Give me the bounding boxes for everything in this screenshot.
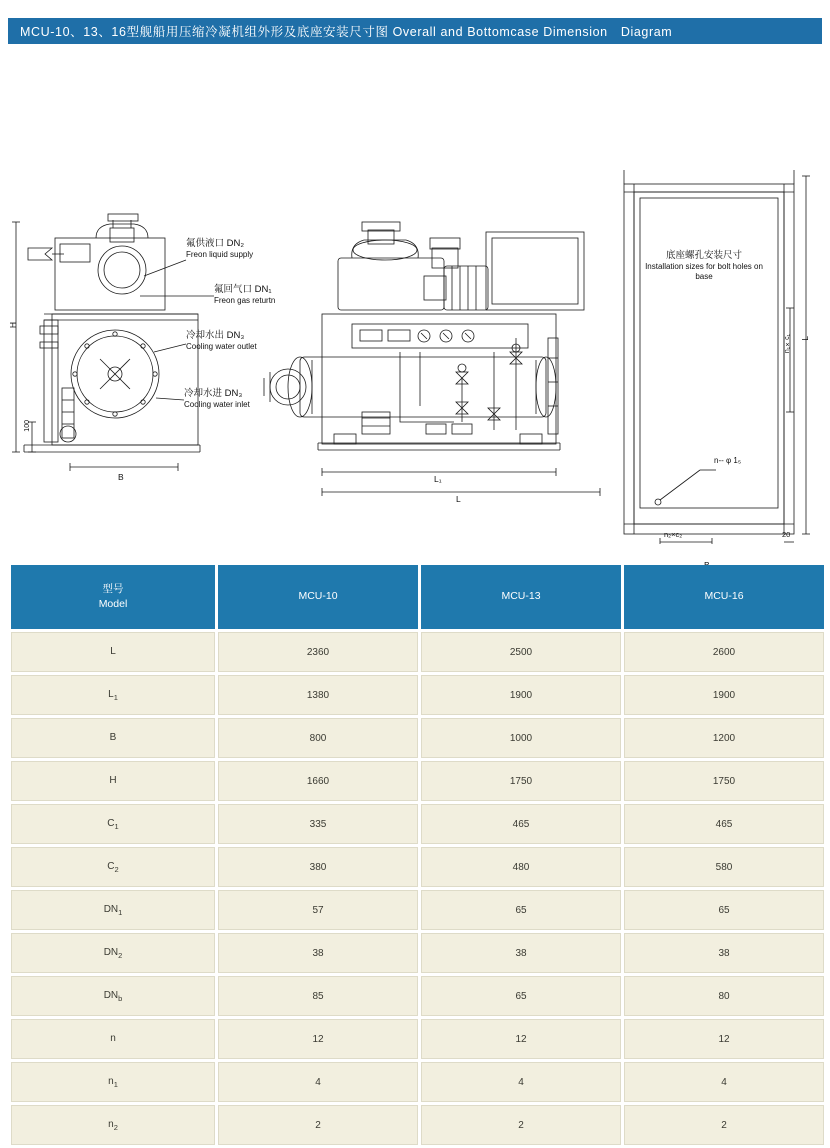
- annotation-cn: 氟回气口 DN₁: [214, 284, 272, 295]
- row-label: $DN_1$: [11, 890, 215, 930]
- cell-mcu-13: 12: [421, 1019, 621, 1059]
- page-title: MCU-10、13、16型舰船用压缩冷凝机组外形及底座安装尺寸图 Overall and Bottomcase Dimension Diagram: [20, 25, 673, 39]
- dimension-label-100: 100: [24, 420, 31, 432]
- annotation-en: Cooling water outlet: [186, 341, 257, 351]
- cell-mcu-16: 38: [624, 933, 824, 973]
- cell-mcu-13: 4: [421, 1062, 621, 1102]
- cell-mcu-10: 2: [218, 1105, 418, 1145]
- dimension-label-l1-main: L₁: [434, 474, 442, 484]
- cell-mcu-16: 65: [624, 890, 824, 930]
- cell-mcu-16: 1750: [624, 761, 824, 801]
- cell-mcu-10: 2360: [218, 632, 418, 672]
- table-row: [11, 933, 824, 973]
- table-row: [11, 1105, 824, 1145]
- cell-mcu-13: 38: [421, 933, 621, 973]
- annotation-cooling-water-outlet: [186, 330, 257, 352]
- column-header-model-cn: 型号: [102, 582, 124, 595]
- annotation-cn: 冷却水出 DN₃: [186, 330, 245, 341]
- dimension-label-n1c1: n₁×c₁: [784, 334, 791, 354]
- cell-mcu-10: 4: [218, 1062, 418, 1102]
- specification-table-container: [8, 562, 822, 1148]
- cell-mcu-16: 4: [624, 1062, 824, 1102]
- cell-mcu-13: 65: [421, 976, 621, 1016]
- annotation-freon-liquid-supply: [186, 238, 253, 260]
- table-row: [11, 675, 824, 715]
- row-label: $n_1$: [11, 1062, 215, 1102]
- cell-mcu-10: 800: [218, 718, 418, 758]
- row-label: $DN_2$: [11, 933, 215, 973]
- cell-mcu-16: 2: [624, 1105, 824, 1145]
- dimension-label-20: 20: [782, 530, 791, 539]
- table-row: [11, 976, 824, 1016]
- row-label: L: [11, 632, 215, 672]
- annotation-freon-gas-return: [214, 284, 275, 306]
- technical-drawing: [0, 52, 830, 544]
- column-header-model: [11, 565, 215, 629]
- cell-mcu-16: 580: [624, 847, 824, 887]
- table-row: [11, 632, 824, 672]
- cell-mcu-13: 65: [421, 890, 621, 930]
- annotation-base-bolt-holes: [636, 250, 772, 282]
- annotation-en: Freon liquid supply: [186, 249, 254, 259]
- table-body: [11, 632, 824, 1145]
- cell-mcu-13: 2500: [421, 632, 621, 672]
- dimension-label-b-left: B: [118, 472, 124, 482]
- annotation-cn: 冷却水进 DN₃: [184, 388, 243, 399]
- hole-callout-label: n-- φ 1₅: [714, 456, 742, 465]
- annotation-cn: 底座螺孔安装尺寸: [665, 250, 742, 261]
- cell-mcu-10: 12: [218, 1019, 418, 1059]
- cell-mcu-13: 465: [421, 804, 621, 844]
- table-row: [11, 847, 824, 887]
- dimension-label-l-main: L: [456, 494, 461, 504]
- annotation-en: Installation sizes for bolt holes on base: [645, 261, 763, 281]
- row-label: $L_1$: [11, 675, 215, 715]
- annotation-cooling-water-inlet: [184, 388, 250, 410]
- row-label: $DN_b$: [11, 976, 215, 1016]
- table-row: [11, 1062, 824, 1102]
- cell-mcu-10: 1380: [218, 675, 418, 715]
- row-label: n: [11, 1019, 215, 1059]
- dimension-label-l-right: L: [800, 336, 810, 341]
- cell-mcu-10: 1660: [218, 761, 418, 801]
- cell-mcu-10: 38: [218, 933, 418, 973]
- table-row: [11, 804, 824, 844]
- row-label: $C_1$: [11, 804, 215, 844]
- row-label: H: [11, 761, 215, 801]
- cell-mcu-10: 57: [218, 890, 418, 930]
- cell-mcu-16: 80: [624, 976, 824, 1016]
- cell-mcu-13: 1750: [421, 761, 621, 801]
- cell-mcu-16: 1900: [624, 675, 824, 715]
- cell-mcu-13: 480: [421, 847, 621, 887]
- row-label: $C_2$: [11, 847, 215, 887]
- annotation-cn: 氟供液口 DN₂: [186, 238, 245, 249]
- cell-mcu-16: 1200: [624, 718, 824, 758]
- table-row: [11, 1019, 824, 1059]
- annotation-en: Freon gas returtn: [214, 295, 276, 305]
- table-header-row: [11, 565, 824, 629]
- drawing-svg: [0, 52, 830, 544]
- column-header-mcu-16: MCU-16: [624, 565, 824, 629]
- annotation-en: Cooling water inlet: [184, 399, 250, 409]
- table-row: [11, 890, 824, 930]
- cell-mcu-13: 1900: [421, 675, 621, 715]
- dimension-label-n2c2: n₂×c₂: [664, 530, 683, 539]
- cell-mcu-16: 12: [624, 1019, 824, 1059]
- page-header: [8, 18, 822, 44]
- row-label: B: [11, 718, 215, 758]
- column-header-mcu-10: MCU-10: [218, 565, 418, 629]
- cell-mcu-13: 1000: [421, 718, 621, 758]
- cell-mcu-16: 2600: [624, 632, 824, 672]
- cell-mcu-10: 380: [218, 847, 418, 887]
- cell-mcu-13: 2: [421, 1105, 621, 1145]
- table-row: [11, 718, 824, 758]
- cell-mcu-10: 85: [218, 976, 418, 1016]
- specification-table: [8, 562, 827, 1148]
- dimension-label-h: H: [8, 322, 18, 329]
- cell-mcu-16: 465: [624, 804, 824, 844]
- row-label: $n_2$: [11, 1105, 215, 1145]
- column-header-mcu-13: MCU-13: [421, 565, 621, 629]
- column-header-model-en: Model: [98, 598, 128, 610]
- table-row: [11, 761, 824, 801]
- cell-mcu-10: 335: [218, 804, 418, 844]
